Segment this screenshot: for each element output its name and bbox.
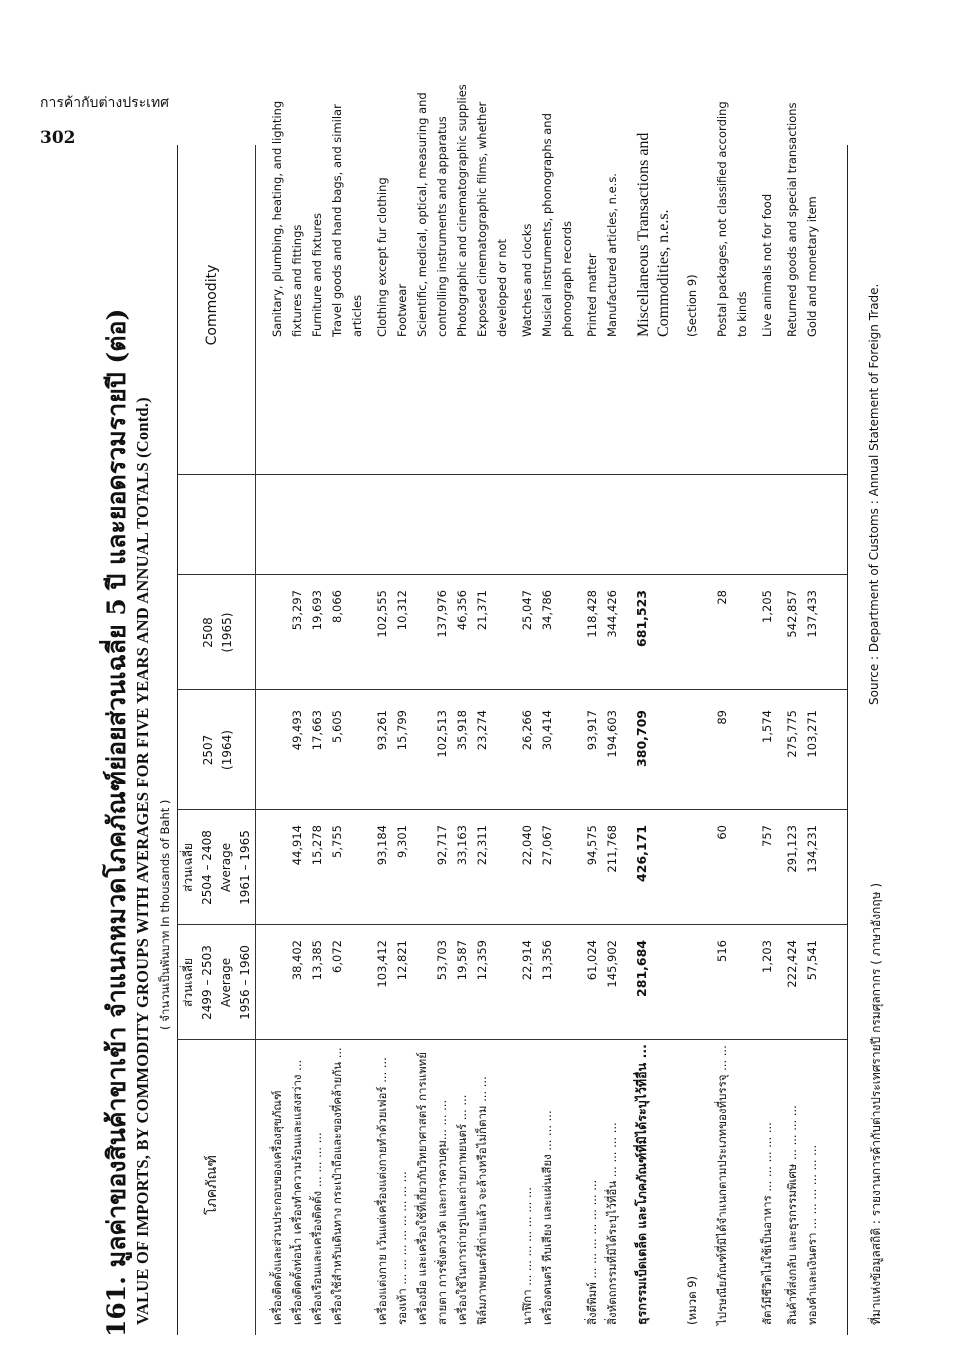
row-thai-label: ทองคำและเงินตรา ... ... ... ... ... ...: [805, 1144, 819, 1325]
table-top-rule: [177, 145, 178, 1335]
value-y64: 194,603: [605, 710, 619, 758]
row-english-label: Sanitary, plumbing, heating, and lighting: [270, 100, 284, 337]
source-thai: ที่มาแห่งข้อมูลสถิติ : รายงานการค้ากับต่างประเทศรายปี กรมศุลกากร ( ภาษาอังกฤษ ): [869, 883, 883, 1325]
column-divider: [177, 1039, 847, 1040]
value-y65: 46,356: [455, 590, 469, 631]
value-y64: 30,414: [540, 710, 554, 751]
row-thai-label: สิ่งตีพิมพ์ ... ... ... ... ... ... ...: [585, 1179, 599, 1325]
value-a2: 27,067: [540, 825, 554, 866]
value-y65: 10,312: [395, 590, 409, 631]
row-thai-label: (หมวด 9): [685, 1275, 699, 1325]
page-number: 302: [40, 128, 76, 148]
value-a1: 516: [715, 940, 729, 962]
row-thai-label: เครื่องติดตั้งและส่วนประกอบของเครื่องสุขภัณฑ์: [270, 1090, 284, 1325]
row-thai-label: เครื่องติดตั้งท่อน้ำ เครื่องทำความร้อนและแสงสว่าง ...: [290, 1059, 304, 1325]
row-thai-label: รองเท้า ... ... ... ... ... ... ... ...: [395, 1171, 409, 1325]
row-english-label: Commodities, n.e.s.: [655, 209, 672, 337]
value-a1: 12,359: [475, 940, 489, 981]
column-divider: [177, 924, 847, 925]
value-y65: 344,426: [605, 590, 619, 638]
row-english-label: Footwear: [395, 283, 409, 337]
row-english-label: articles: [350, 294, 364, 337]
value-a2: 757: [760, 825, 774, 847]
value-a2: 211,768: [605, 825, 619, 873]
row-english-label: Manufactured articles, n.e.s.: [605, 173, 619, 337]
value-y65: 21,371: [475, 590, 489, 631]
row-english-label: Furniture and fixtures: [310, 213, 324, 337]
row-thai-label: สินค้าที่ส่งกลับ และธุรกรรมพิเศษ ... ... ... ...: [785, 1105, 799, 1325]
value-a1: 19,587: [455, 940, 469, 981]
value-a1: 38,402: [290, 940, 304, 981]
value-y65: 25,047: [520, 590, 534, 631]
row-thai-label: เครื่องใช้สำหรับเดินทาง กระเป๋าถือและของที่คล้ายกัน ...: [330, 1047, 344, 1325]
header-year-1965: 2508 (1965): [201, 612, 234, 653]
header-bottom-rule: [255, 145, 256, 1335]
row-thai-label: ฟิล์มภาพยนตร์ที่ถ่ายแล้ว จะล้างหรือไม่ก็ตาม ... ...: [475, 1076, 489, 1325]
row-english-label: Printed matter: [585, 253, 599, 337]
header-year-1964: 2507 (1964): [201, 730, 234, 770]
row-thai-label: เครื่องใช้ในการถ่ายรูปและถ่ายภาพยนตร์ ... ...: [455, 1094, 469, 1325]
value-y64: 103,271: [805, 710, 819, 758]
value-a1: 6,072: [330, 940, 344, 973]
value-a2: 33,163: [455, 825, 469, 866]
value-a2: 134,231: [805, 825, 819, 873]
value-a2: 22,040: [520, 825, 534, 866]
value-y65: 1,205: [760, 590, 774, 623]
column-divider: [177, 689, 847, 690]
value-y64: 17,663: [310, 710, 324, 751]
value-y65: 137,433: [805, 590, 819, 638]
row-english-label: Live animals not for food: [760, 193, 774, 337]
value-y65: 681,523: [634, 590, 649, 647]
row-english-label: Miscellaneous Transactions and: [635, 132, 652, 337]
row-english-label: fixtures and fittings: [290, 224, 304, 337]
unit-note: ( จำนวนเป็นพันบาท In thousands of Baht ): [158, 799, 172, 1030]
row-thai-label: เครื่องดนตรี หีบเสียง และแผ่นเสียง ... ... ...: [540, 1110, 554, 1325]
value-y64: 1,574: [760, 710, 774, 743]
value-a1: 12,821: [395, 940, 409, 981]
value-a1: 13,385: [310, 940, 324, 981]
value-y65: 28: [715, 590, 729, 605]
value-a1: 61,024: [585, 940, 599, 981]
row-english-label: Clothing except fur clothing: [375, 177, 389, 337]
value-y64: 15,799: [395, 710, 409, 751]
value-y65: 34,786: [540, 590, 554, 631]
value-a1: 145,902: [605, 940, 619, 988]
row-english-label: Gold and monetary item: [805, 196, 819, 337]
value-a1: 103,412: [375, 940, 389, 988]
row-thai-label: เครื่องเรือนและเครื่องติดตั้ง ... ... ... ...: [310, 1132, 324, 1325]
row-thai-label: ไปรษณียภัณฑ์ที่มิได้จำแนกตามประเภทของที่บรรจุ ... ...: [715, 1045, 729, 1325]
value-a1: 22,914: [520, 940, 534, 981]
header-commodity: Commodity: [204, 264, 220, 346]
value-a1: 13,356: [540, 940, 554, 981]
value-a1: 1,203: [760, 940, 774, 973]
value-a2: 291,123: [785, 825, 799, 873]
value-a2: 15,278: [310, 825, 324, 866]
row-thai-label: สายตา การชั่งตวงวัด และการควบคุม... ... ...: [435, 1099, 449, 1325]
value-y64: 93,917: [585, 710, 599, 751]
row-thai-label: นาฬิกา ... ... ... ... ... ... ...: [520, 1187, 534, 1325]
value-y65: 8,066: [330, 590, 344, 623]
table-title-english: VALUE OF IMPORTS, BY COMMODITY GROUPS WITH AVERAGES FOR FIVE YEARS AND ANNUAL TOTALS (Contd.): [133, 397, 152, 1325]
value-a1: 222,424: [785, 940, 799, 988]
value-a1: 53,703: [435, 940, 449, 981]
row-english-label: Returned goods and special transactions: [785, 102, 799, 337]
value-y64: 102,513: [435, 710, 449, 758]
value-a1: 281,684: [634, 940, 649, 997]
row-english-label: to kinds: [735, 291, 749, 337]
value-y65: 102,555: [375, 590, 389, 638]
row-thai-label: สัตว์มีชีวิตไม่ใช้เป็นอาหาร ... ... ... ... ...: [760, 1122, 774, 1325]
row-english-label: Exposed cinematographic films, whether: [475, 101, 489, 337]
value-y64: 93,261: [375, 710, 389, 751]
running-header: การค้ากับต่างประเทศ: [40, 95, 170, 111]
rotated-table-sheet: [95, 84, 885, 1345]
value-y65: 19,693: [310, 590, 324, 631]
value-a1: 57,541: [805, 940, 819, 981]
value-a2: 94,575: [585, 825, 599, 866]
value-y64: 23,274: [475, 710, 489, 751]
row-thai-label: ธุรกรรมเบ็ดเตล็ด และโภคภัณฑ์ที่มิได้ระบุไว้ที่อื่น ...: [634, 1044, 649, 1325]
row-english-label: phonograph records: [560, 221, 574, 337]
value-y64: 275,775: [785, 710, 799, 758]
value-a2: 44,914: [290, 825, 304, 866]
row-english-label: Photographic and cinematographic supplies: [455, 84, 469, 337]
value-y65: 137,976: [435, 590, 449, 638]
value-a2: 9,301: [395, 825, 409, 858]
row-english-label: Musical instruments, phonographs and: [540, 113, 554, 337]
value-a2: 22,311: [475, 825, 489, 866]
row-english-label: Postal packages, not classified according: [715, 101, 729, 337]
header-average-1961-1965: ส่วนเฉลี่ย 2504 – 2408 Average 1961 – 1965: [181, 830, 252, 905]
header-thai-commodity: โภคภัณฑ์: [204, 1155, 220, 1215]
value-a2: 5,755: [330, 825, 344, 858]
column-divider: [177, 809, 847, 810]
value-y64: 49,493: [290, 710, 304, 751]
header-average-1956-1960: ส่วนเฉลี่ย 2499 – 2503 Average 1956 – 1960: [181, 945, 252, 1020]
row-thai-label: เครื่องมือ และเครื่องใช้ที่เกี่ยวกับวิทยาศาสตร์ การแพทย์: [415, 1052, 429, 1325]
value-y64: 5,605: [330, 710, 344, 743]
source-english: Source : Department of Customs : Annual Statement of Foreign Trade.: [867, 283, 881, 705]
row-english-label: Travel goods and hand bags, and similar: [330, 104, 344, 337]
row-english-label: controlling instruments and apparatus: [435, 116, 449, 337]
table-title-thai: 161. มูลค่าของสินค้าขาเข้า จำแนกหมวดโภคภัณฑ์ย่อยส่วนเฉลี่ย 5 ปี และยอดรวมรายปี (ต่อ): [102, 308, 131, 1337]
table-bottom-rule: [847, 145, 848, 1335]
value-y64: 380,709: [634, 710, 649, 767]
value-y65: 118,428: [585, 590, 599, 638]
value-y65: 542,857: [785, 590, 799, 638]
value-y64: 26,266: [520, 710, 534, 751]
row-english-label: Scientific, medical, optical, measuring and: [415, 92, 429, 337]
column-divider: [177, 574, 847, 575]
row-english-label: Watches and clocks: [520, 223, 534, 337]
row-english-label: (Section 9): [685, 274, 699, 337]
column-divider: [177, 474, 847, 475]
value-a2: 60: [715, 825, 729, 840]
value-a2: 92,717: [435, 825, 449, 866]
row-thai-label: เครื่องแต่งกาย เว้นแต่เครื่องแต่งกายทำด้วยเฟอร์ ... ...: [375, 1057, 389, 1325]
row-thai-label: สิ่งหัตถกรรมที่มิได้ระบุไว้ที่อื่น ... ... ... ...: [605, 1122, 619, 1325]
row-english-label: developed or not: [495, 238, 509, 337]
value-a2: 93,184: [375, 825, 389, 866]
value-y64: 35,918: [455, 710, 469, 751]
value-y65: 53,297: [290, 590, 304, 631]
value-a2: 426,171: [634, 825, 649, 882]
value-y64: 89: [715, 710, 729, 725]
